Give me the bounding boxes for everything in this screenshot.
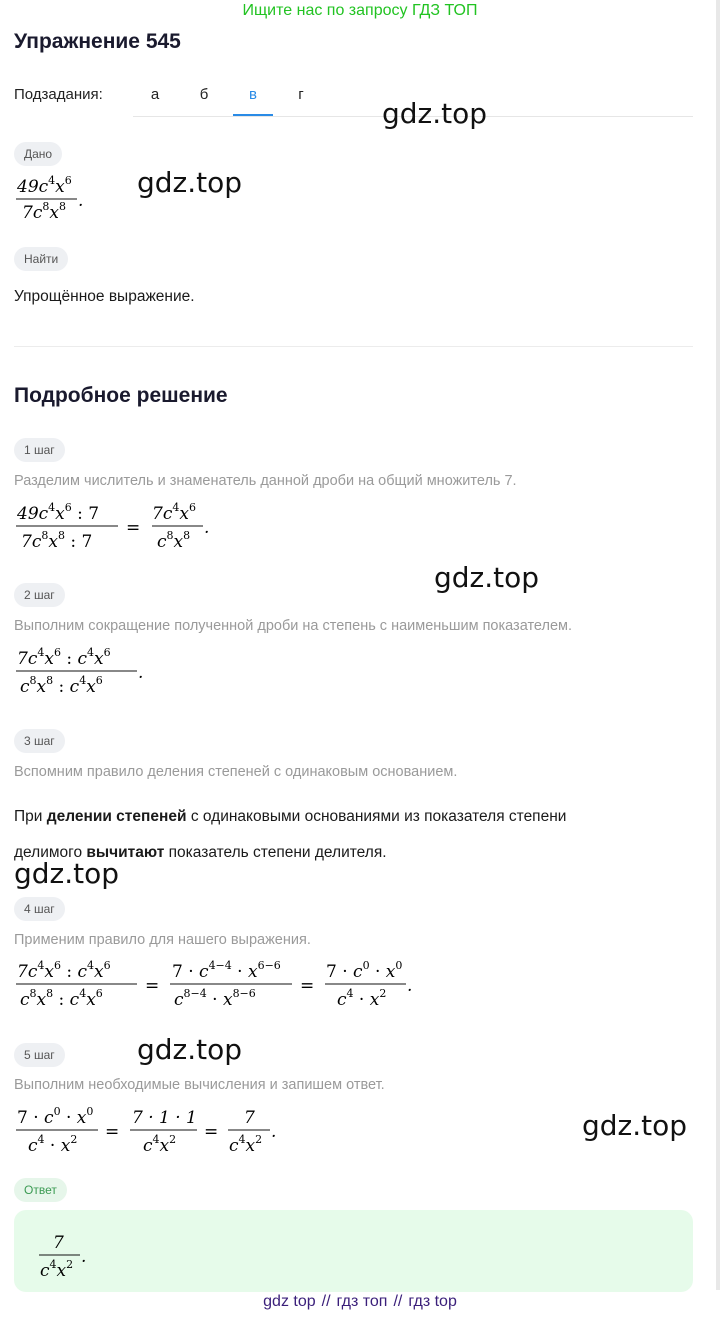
svg-text:7c8x8 : 7: $7c^8x^8$ : 7	[21, 529, 93, 552]
svg-text:c4x2: $c^4x^2$	[143, 1133, 177, 1156]
find-chip: Найти	[14, 247, 68, 271]
svg-text:7c4x6: $7c^4x^6$	[152, 501, 196, 524]
svg-text:7c4x6 : c4x6: $7c^4x^6$ : $c^4x^6$	[17, 646, 111, 669]
step-1-chip: 1 шаг	[14, 438, 65, 462]
step-4-chip: 4 шаг	[14, 897, 65, 921]
svg-text:7c8x8: $7c^8x^8$	[22, 200, 66, 223]
tab-v[interactable]: в	[249, 86, 257, 103]
svg-text:7 · c0 · x0: $7 \cdot c^0 \cdot x^0$	[326, 959, 403, 982]
step-2-chip: 2 шаг	[14, 583, 65, 607]
svg-text:=: =	[300, 976, 315, 996]
svg-text:7 · 1 · 1: 7 · 1 · 1	[132, 1108, 197, 1128]
svg-text:7: 7	[53, 1233, 64, 1253]
tab-a[interactable]: а	[150, 86, 160, 103]
answer-formula	[38, 1226, 108, 1291]
svg-text:.: .	[78, 191, 84, 211]
answer-box	[14, 1210, 693, 1292]
footer-links	[0, 1293, 720, 1311]
step-5-text: Выполним необходимые вычисления и запишем ответ.	[14, 1077, 385, 1093]
section-divider	[14, 346, 693, 347]
svg-text:7 · c0 · x0: $7 \cdot c^0 \cdot x^0$	[17, 1105, 94, 1128]
svg-text:.: .	[204, 518, 210, 538]
rule-text: с одинаковыми основаниями из показателя степени	[186, 808, 567, 825]
tab-g[interactable]: г	[298, 86, 304, 103]
rule-bold: делении степеней	[46, 808, 187, 825]
step-4-formula	[14, 955, 434, 1020]
watermark: gdz.top	[14, 857, 120, 890]
answer-chip: Ответ	[14, 1178, 67, 1202]
svg-text:.: .	[271, 1122, 277, 1142]
given-chip: Дано	[14, 142, 62, 166]
svg-text:c8x8 : c4x6: $c^8x^8$ : $c^4x^6$	[20, 987, 103, 1010]
step-1-text: Разделим числитель и знаменатель данной дроби на общий множитель 7.	[14, 473, 517, 489]
svg-text:=: =	[204, 1122, 219, 1142]
step-2-formula	[14, 642, 174, 707]
svg-text:c4 · x2: $c^4 \cdot x^2$	[28, 1133, 78, 1156]
rule-text: делимого	[14, 844, 87, 861]
svg-text:49c4x6: $49c^4x^6$	[17, 174, 72, 197]
svg-text:49c4x6 : 7: $49c^4x^6$ : 7	[17, 501, 100, 524]
svg-text:.: .	[138, 663, 144, 683]
step-2-text: Выполним сокращение полученной дроби на степень с наименьшим показателем.	[14, 618, 573, 634]
step-4-text: Применим правило для нашего выражения.	[14, 932, 311, 948]
watermark: gdz.top	[434, 561, 540, 594]
watermark: gdz.top	[137, 1033, 243, 1066]
watermark: gdz.top	[382, 97, 488, 130]
tab-b[interactable]: б	[199, 86, 209, 103]
svg-text:c4 · x2: $c^4 \cdot x^2$	[337, 987, 387, 1010]
step-3-chip: 3 шаг	[14, 729, 65, 753]
active-tab-indicator	[233, 114, 273, 116]
step-5-chip: 5 шаг	[14, 1043, 65, 1067]
svg-text:7 · c4−4 · x6−6: $7 \cdot c^{4-4} \cdot x^{6-6}$	[172, 959, 281, 982]
find-text: Упрощённое выражение.	[14, 288, 195, 305]
page-title: Упражнение 545	[14, 30, 181, 53]
rule-text: показатель степени делителя.	[164, 844, 387, 861]
svg-text:.: .	[407, 976, 413, 996]
svg-text:c4x2: $c^4x^2$	[40, 1258, 74, 1281]
rule-bold: вычитают	[86, 844, 165, 861]
scrollbar[interactable]	[716, 0, 720, 1290]
footer-separator: //	[321, 1293, 331, 1310]
promo-banner: Ищите нас по запросу ГДЗ ТОП	[242, 2, 478, 19]
svg-text:c8−4 · x8−6: $c^{8-4} \cdot x^{8-6}$	[174, 987, 256, 1010]
footer-separator: //	[393, 1293, 403, 1310]
watermark: gdz.top	[582, 1109, 688, 1142]
subtasks-label: Подзадания:	[14, 86, 103, 103]
solution-heading: Подробное решение	[14, 384, 228, 407]
svg-text:c8x8: $c^8x^8$	[157, 529, 191, 552]
svg-text:=: =	[126, 518, 141, 538]
watermark: gdz.top	[137, 166, 243, 199]
given-expression	[14, 170, 94, 235]
svg-text:=: =	[145, 976, 160, 996]
svg-text:=: =	[105, 1122, 120, 1142]
svg-text:c4x2: $c^4x^2$	[229, 1133, 263, 1156]
svg-text:.: .	[81, 1247, 87, 1267]
svg-text:c8x8 : c4x6: $c^8x^8$ : $c^4x^6$	[20, 674, 103, 697]
step-3-text: Вспомним правило деления степеней с одинаковым основанием.	[14, 764, 458, 780]
svg-text:7: 7	[244, 1108, 255, 1128]
footer-link[interactable]: гдз top	[408, 1293, 457, 1310]
footer-link[interactable]: gdz top	[263, 1293, 316, 1310]
svg-text:7c4x6 : c4x6: $7c^4x^6$ : $c^4x^6$	[17, 959, 111, 982]
footer-link[interactable]: гдз топ	[336, 1293, 388, 1310]
rule-text: При	[14, 808, 47, 825]
step-5-formula	[14, 1101, 304, 1166]
step-1-formula	[14, 497, 234, 562]
